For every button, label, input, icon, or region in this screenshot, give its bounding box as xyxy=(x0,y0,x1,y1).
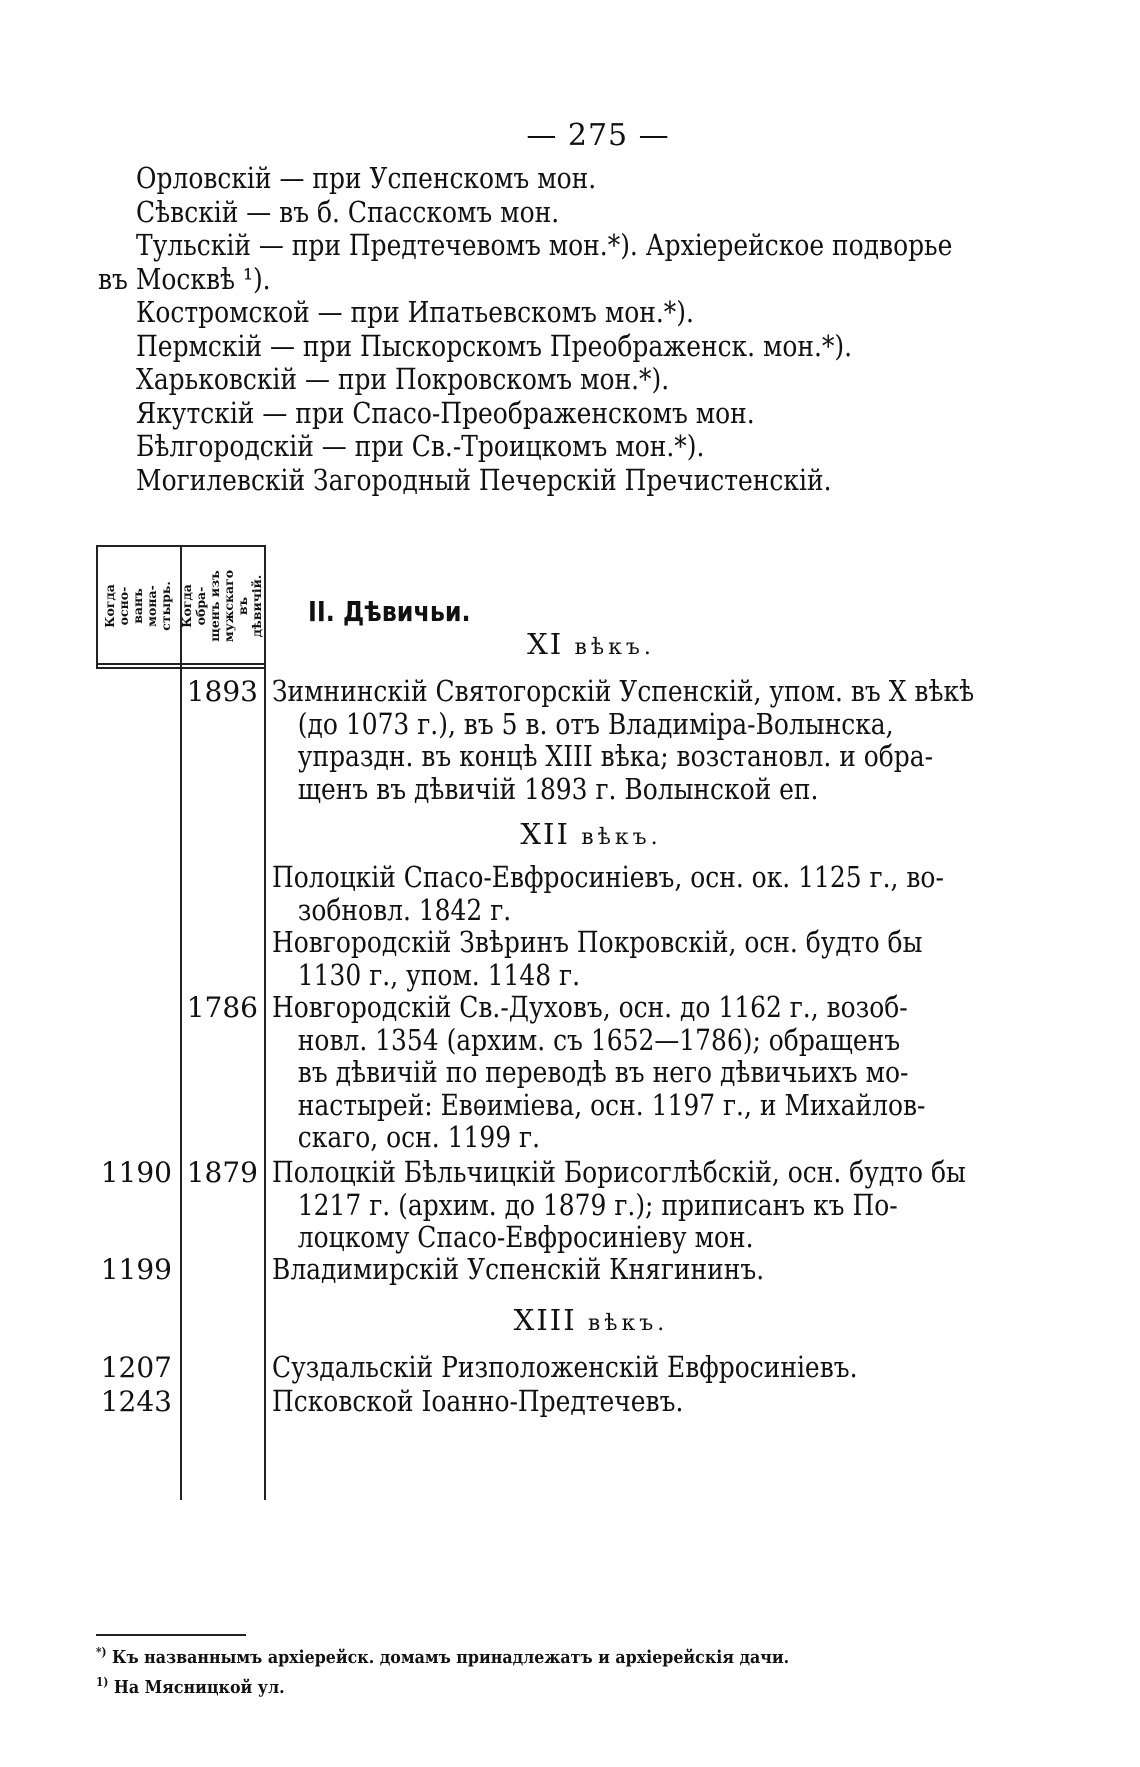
diocese-line: Костромской — при Ипатьевскомъ мон.*). xyxy=(136,295,694,329)
diocese-line: Тульскій — при Предтечевомъ мон.*). Архіерейское подворье xyxy=(136,228,953,262)
col-converted-header: Когда обра- щенъ изъ мужскаго въ дѣвичій. xyxy=(179,569,264,643)
table-left-rule xyxy=(96,545,98,667)
founded-year: 1199 xyxy=(100,1253,172,1286)
page-number: — 275 — xyxy=(526,118,670,153)
converted-year: 1786 xyxy=(186,991,258,1024)
diocese-line: Бѣлгородскій — при Св.-Троицкомъ мон.*). xyxy=(136,429,705,463)
converted-year: 1893 xyxy=(186,675,258,708)
century-heading-11: XI вѣкъ. xyxy=(527,627,655,661)
convent-entry: Полоцкій Спасо-Евфросиніевъ, осн. ок. 1125 г., во- зобновл. 1842 г. xyxy=(272,860,944,927)
founded-year: 1207 xyxy=(100,1351,172,1384)
convent-entry: Полоцкій Бѣльчицкій Борисоглѣбскій, осн. будто бы 1217 г. (архим. до 1879 г.); приписанъ къ По- лоцкому Спасо-Евфросиніеву мон. xyxy=(272,1155,966,1254)
diocese-line: Сѣвскій — въ б. Спасскомъ мон. xyxy=(136,194,560,229)
diocese-line: Могилевскій Загородный Печерскій Пречистенскій. xyxy=(136,462,832,497)
diocese-line: Орловскій — при Успенскомъ мон. xyxy=(136,161,597,195)
convent-entry: Суздальскій Ризположенскій Евфросиніевъ. xyxy=(272,1350,858,1384)
diocese-line: Харьковскій — при Покровскомъ мон.*). xyxy=(136,362,670,396)
diocese-list xyxy=(98,161,978,497)
col-founded-header: Когда осно- ванъ мона- стырь. xyxy=(102,581,173,631)
footnotes xyxy=(96,1640,956,1700)
convent-entry: Новгородскій Звѣринъ Покровскій, осн. будто бы 1130 г., упом. 1148 г. xyxy=(272,925,923,992)
convent-table xyxy=(96,545,996,1500)
footnote-2: $^{1)}$ На Мясницкой ул. xyxy=(96,1675,285,1698)
convent-entry: Псковской Іоанно-Предтечевъ. xyxy=(272,1384,684,1418)
founded-year: 1243 xyxy=(100,1385,172,1418)
convent-entry: Зимнинскій Святогорскій Успенскій, упом. въ X вѣкѣ (до 1073 г.), въ 5 в. отъ Владиміра-Волынска, упраздн. въ концѣ XIII вѣка; возстановл. и обра- щенъ въ дѣвичій 1893 г. Волынской еп. xyxy=(272,674,975,806)
convent-entry: Новгородскій Св.-Духовъ, осн. до 1162 г., возоб- новл. 1354 (архим. съ 1652—1786); обращенъ въ дѣвичій по переводѣ въ него дѣвичьихъ мо- настырей: Евѳиміева, осн. 1197 г., и Михайлов- скаго, осн. 1199 г. xyxy=(272,990,926,1154)
section-title: II. Дѣвичьи. xyxy=(308,595,471,628)
diocese-line: Якутскій — при Спасо-Преображенскомъ мон. xyxy=(136,395,755,430)
diocese-line: въ Москвѣ ¹). xyxy=(98,261,271,296)
founded-year: 1190 xyxy=(100,1156,172,1189)
century-heading-13: XIII вѣкъ. xyxy=(513,1303,669,1337)
footnote-rule xyxy=(96,1634,246,1636)
col2-rule xyxy=(264,545,266,1500)
footnote-1: *) Къ названнымъ архіерейск. домамъ принадлежатъ и архіерейскія дачи. xyxy=(96,1645,790,1668)
converted-year: 1879 xyxy=(186,1156,258,1189)
diocese-line: Пермскій — при Пыскорскомъ Преображенск. мон.*). xyxy=(136,328,853,363)
convent-entry: Владимирскій Успенскій Княгининъ. xyxy=(272,1252,765,1286)
century-heading-12: XII вѣкъ. xyxy=(520,817,662,851)
